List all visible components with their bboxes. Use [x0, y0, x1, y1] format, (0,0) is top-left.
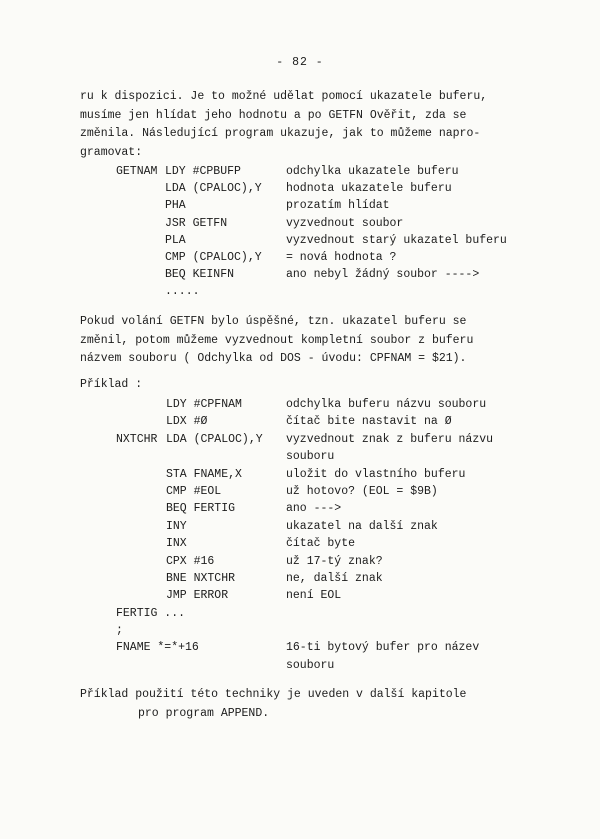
- middle-line: názvem souboru ( Odchylka od DOS - úvodu: CPFNAM = $21).: [80, 352, 467, 366]
- code-instruction: .....: [165, 285, 200, 299]
- code-comment: ukazatel na další znak: [286, 519, 438, 533]
- code-comment: čítač byte: [286, 537, 356, 551]
- code-instruction: BNE NXTCHR: [166, 571, 236, 585]
- code-comment: 16-ti bytový bufer pro název: [286, 641, 480, 655]
- middle-line: změnil, potom můžeme vyzvednout kompletní soubor z buferu: [80, 333, 474, 347]
- middle-line: Pokud volání GETFN bylo úspěšné, tzn. ukazatel buferu se: [80, 315, 467, 328]
- code-line: [116, 622, 536, 639]
- code-comment: souboru: [286, 450, 335, 464]
- code-label: FNAME *=*+16: [116, 641, 199, 655]
- code-listing-nxtchr: [116, 396, 536, 674]
- code-line: [116, 283, 536, 300]
- code-comment: ano --->: [286, 502, 342, 516]
- code-label: NXTCHR: [116, 432, 158, 446]
- code-instruction: LDA (CPALOC),Y: [166, 432, 263, 446]
- code-instruction: LDY #CPFNAM: [166, 398, 242, 411]
- code-listing-getnam: [116, 163, 536, 301]
- code-line: [116, 518, 536, 535]
- code-instruction: JMP ERROR: [166, 589, 229, 603]
- code-instruction: CMP (CPALOC),Y: [165, 250, 262, 264]
- intro-line: gramovat:: [80, 145, 143, 159]
- code-comment: vyzvednout soubor: [286, 216, 404, 230]
- code-line: [116, 605, 536, 622]
- code-comment: čítač bite nastavit na Ø: [286, 415, 452, 429]
- intro-line: ru k dispozici. Je to možné udělat pomocí ukazatele buferu,: [80, 90, 488, 103]
- code-comment: ne, další znak: [286, 571, 383, 585]
- code-line: [116, 413, 536, 430]
- code-instruction: INX: [166, 537, 187, 551]
- code-comment: odchylka ukazatele buferu: [286, 165, 459, 178]
- page-number: - 82 -: [276, 56, 324, 69]
- code-line: [116, 553, 536, 570]
- code-line: [116, 587, 536, 604]
- code-comment: vyzvednout starý ukazatel buferu: [286, 233, 507, 247]
- code-instruction: PLA: [165, 233, 186, 247]
- code-line: [116, 657, 536, 674]
- code-instruction: STA FNAME,X: [166, 467, 242, 481]
- intro-paragraph: [80, 88, 520, 162]
- code-instruction: CMP #EOL: [166, 484, 222, 498]
- final-line: pro program APPEND.: [138, 707, 270, 720]
- code-instruction: INY: [166, 519, 187, 533]
- code-line: [116, 431, 536, 448]
- code-line: [116, 180, 536, 197]
- final-paragraph: [80, 685, 466, 723]
- code-line: [116, 483, 536, 500]
- code-instruction: JSR GETFN: [165, 216, 228, 230]
- code-instruction: LDX #Ø: [166, 415, 208, 429]
- code-comment: už hotovo? (EOL = $9B): [286, 484, 438, 498]
- code-line: [116, 570, 536, 587]
- code-line: [116, 197, 536, 214]
- code-instruction: LDA (CPALOC),Y: [165, 182, 262, 196]
- code-comment: prozatím hlídat: [286, 199, 390, 213]
- code-instruction: BEQ KEINFN: [165, 268, 235, 282]
- intro-line: změnila. Následující program ukazuje, jak to můžeme napro-: [80, 127, 481, 141]
- code-comment: hodnota ukazatele buferu: [286, 182, 452, 196]
- code-instruction: PHA: [165, 199, 186, 213]
- code-instruction: CPX #16: [166, 554, 215, 568]
- code-line: [116, 396, 536, 413]
- code-line: [116, 215, 536, 232]
- code-comment: ano nebyl žádný soubor ---->: [286, 268, 480, 282]
- code-line: [116, 163, 536, 180]
- code-line: [116, 500, 536, 517]
- code-line: [116, 535, 536, 552]
- code-instruction: BEQ FERTIG: [166, 502, 236, 516]
- code-comment: není EOL: [286, 589, 342, 603]
- code-label: GETNAM: [116, 165, 158, 178]
- code-label: ;: [116, 624, 123, 638]
- code-comment: = nová hodnota ?: [286, 250, 397, 264]
- final-line: Příklad použití této techniky je uveden v další kapitole: [80, 688, 467, 701]
- code-instruction: LDY #CPBUFP: [165, 165, 241, 178]
- example-heading: Příklad :: [80, 378, 143, 391]
- code-line: [116, 639, 536, 656]
- code-comment: už 17-tý znak?: [286, 554, 383, 568]
- code-line: [116, 249, 536, 266]
- code-comment: vyzvednout znak z buferu názvu: [286, 432, 494, 446]
- code-comment: odchylka buferu názvu souboru: [286, 398, 487, 411]
- code-line: [116, 266, 536, 283]
- code-line: [116, 466, 536, 483]
- code-line: [116, 448, 536, 465]
- code-comment: uložit do vlastního buferu: [286, 467, 466, 481]
- code-comment: souboru: [286, 658, 335, 672]
- code-label: FERTIG ...: [116, 606, 186, 620]
- middle-paragraph: [80, 313, 520, 369]
- code-line: [116, 232, 536, 249]
- intro-line: musíme jen hlídat jeho hodnotu a po GETFN Ověřit, zda se: [80, 108, 467, 122]
